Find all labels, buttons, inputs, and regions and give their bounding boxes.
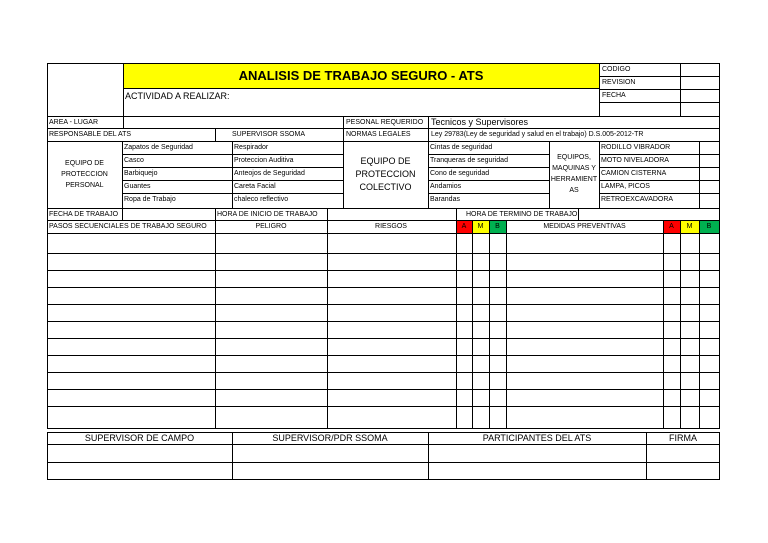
epc-item: Cintas de seguridad <box>430 144 493 151</box>
area-label: AREA - LUGAR <box>49 119 99 126</box>
equipos-label-3: HERRAMIENT <box>550 176 598 183</box>
page-title: ANALISIS DE TRABAJO SEGURO - ATS <box>238 68 484 83</box>
epp-item: Guantes <box>124 183 151 190</box>
fecha-label: FECHA <box>602 92 626 99</box>
revision-label: REVISION <box>602 79 636 86</box>
epc-label-2: PROTECCION <box>355 169 416 179</box>
firma-label: FIRMA <box>669 433 697 443</box>
medidas-header: MEDIDAS PREVENTIVAS <box>543 223 626 230</box>
epp-item: Zapatos de Seguridad <box>124 144 193 151</box>
risk-m-label-2: M <box>686 223 693 230</box>
equipo-item: CAMION CISTERNA <box>601 170 667 177</box>
riesgos-header: RIESGOS <box>375 223 407 230</box>
epp-label-3: PERSONAL <box>65 182 104 189</box>
epp-item: Ropa de Trabajo <box>124 196 176 203</box>
epc-item: Tranqueras de seguridad <box>430 157 508 164</box>
risk-b-label: B <box>495 223 500 230</box>
normas-value: Ley 29783(Ley de seguridad y salud en el trabajo) D.S.005-2012-TR <box>431 131 644 138</box>
epc-item: Barandas <box>430 196 460 203</box>
supervisor-campo-label: SUPERVISOR DE CAMPO <box>84 433 195 443</box>
equipo-item: RODILLO VIBRADOR <box>601 144 671 151</box>
risk-b-label-2: B <box>706 223 712 230</box>
codigo-label: CODIGO <box>602 66 631 73</box>
equipos-label-2: MAQUINAS Y <box>552 165 596 172</box>
equipo-item: MOTO NIVELADORA <box>601 157 669 164</box>
epp-item: Proteccion Auditiva <box>234 157 294 164</box>
peligro-header: PELIGRO <box>255 223 287 230</box>
risk-m-label: M <box>477 223 484 230</box>
normas-label: NORMAS LEGALES <box>346 131 411 138</box>
participantes-label: PARTICIPANTES DEL ATS <box>482 433 592 443</box>
supervisor-pdr-label: SUPERVISOR/PDR SSOMA <box>272 433 388 443</box>
epp-item: Anteojos de Seguridad <box>234 170 305 177</box>
pasos-header: PASOS SECUENCIALES DE TRABAJO SEGURO <box>49 223 207 230</box>
equipo-item: RETROEXCAVADORA <box>601 196 674 203</box>
epc-label-1: EQUIPO DE <box>360 156 411 166</box>
header-box <box>47 63 720 429</box>
risk-a-label-2: A <box>669 223 674 230</box>
epc-label-3: COLECTIVO <box>359 182 412 192</box>
risk-a-label: A <box>461 223 467 230</box>
activity-label: ACTIVIDAD A REALIZAR: <box>125 91 230 101</box>
responsable-label: RESPONSABLE DEL ATS <box>49 131 132 138</box>
equipos-label-4: AS <box>569 187 579 194</box>
epp-item: Barbiquejo <box>124 170 158 177</box>
epp-item: Respirador <box>234 144 269 151</box>
epp-label-1: EQUIPO DE <box>65 160 104 167</box>
personal-value: Tecnicos y Supervisores <box>431 117 529 127</box>
fecha-trabajo-label: FECHA DE TRABAJO <box>49 211 119 218</box>
personal-label: PESONAL REQUERIDO <box>346 119 424 126</box>
supervisor-ssoma-label: SUPERVISOR SSOMA <box>232 131 306 138</box>
epp-item: Careta Facial <box>234 183 276 190</box>
hora-termino-label: HORA DE TERMINO DE TRABAJO <box>466 211 578 218</box>
epc-item: Cono de seguridad <box>430 170 490 177</box>
epc-item: Andamios <box>430 183 462 190</box>
epp-item: chaleco reflectivo <box>234 196 289 203</box>
epp-item: Casco <box>124 157 144 164</box>
hora-inicio-label: HORA DE INICIO DE TRABAJO <box>217 211 318 218</box>
equipo-item: LAMPA, PICOS <box>601 183 650 190</box>
equipos-label-1: EQUIPOS, <box>557 154 591 161</box>
epp-label-2: PROTECCION <box>61 171 108 178</box>
